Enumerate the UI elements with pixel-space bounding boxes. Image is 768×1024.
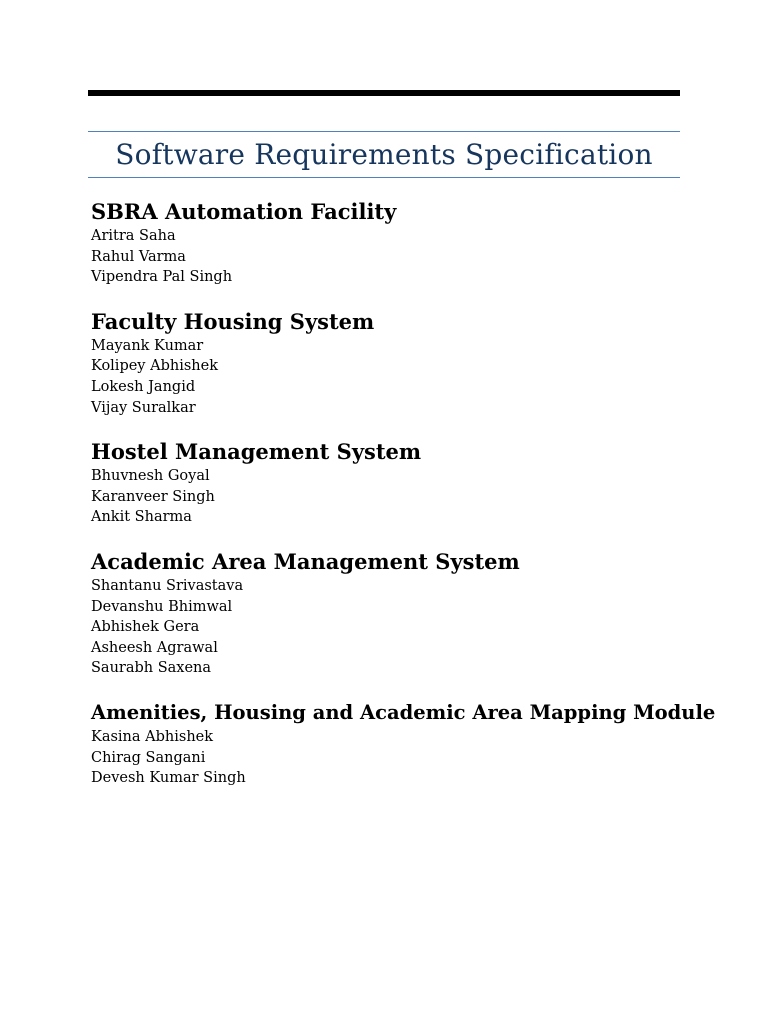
member-name: Aritra Saha: [91, 228, 176, 244]
section-heading: Hostel Management System: [91, 439, 422, 465]
section-heading: Academic Area Management System: [91, 548, 520, 574]
member-name: Karanveer Singh: [91, 488, 215, 505]
member-name: Vijay Suralkar: [91, 399, 196, 416]
section-academic-area-management-system: [91, 547, 681, 679]
member-name: Rahul Varma: [91, 248, 186, 265]
member-name: Vipendra Pal Singh: [91, 269, 233, 286]
sections-list: [91, 197, 716, 808]
member-name: Devesh Kumar Singh: [91, 770, 246, 787]
member-name: Lokesh Jangid: [91, 378, 196, 395]
top-rule: [88, 90, 680, 96]
section-heading: SBRA Automation Facility: [91, 199, 397, 224]
title-block: [88, 131, 680, 178]
member-name: Shantanu Srivastava: [91, 577, 244, 594]
section-sbra-automation-facility: [91, 197, 681, 288]
section-amenities-housing-mapping-module: [91, 698, 716, 789]
document-title: Software Requirements Specification: [115, 138, 653, 171]
member-name: Chirag Sangani: [91, 749, 206, 766]
member-name: Kolipey Abhishek: [91, 358, 218, 375]
member-name: Bhuvnesh Goyal: [91, 468, 210, 485]
member-name: Ankit Sharma: [91, 509, 192, 526]
member-name: Kasina Abhishek: [91, 728, 214, 745]
section-hostel-management-system: [91, 437, 681, 528]
section-heading: Faculty Housing System: [91, 308, 375, 334]
member-name: Saurabh Saxena: [91, 660, 212, 677]
member-name: Devanshu Bhimwal: [91, 598, 233, 615]
member-name: Asheesh Agrawal: [91, 639, 218, 656]
section-heading: Amenities, Housing and Academic Area Mapping Module: [91, 700, 716, 724]
member-name: Abhishek Gera: [91, 619, 200, 636]
member-name: Mayank Kumar: [91, 337, 204, 354]
section-faculty-housing-system: [91, 307, 681, 418]
